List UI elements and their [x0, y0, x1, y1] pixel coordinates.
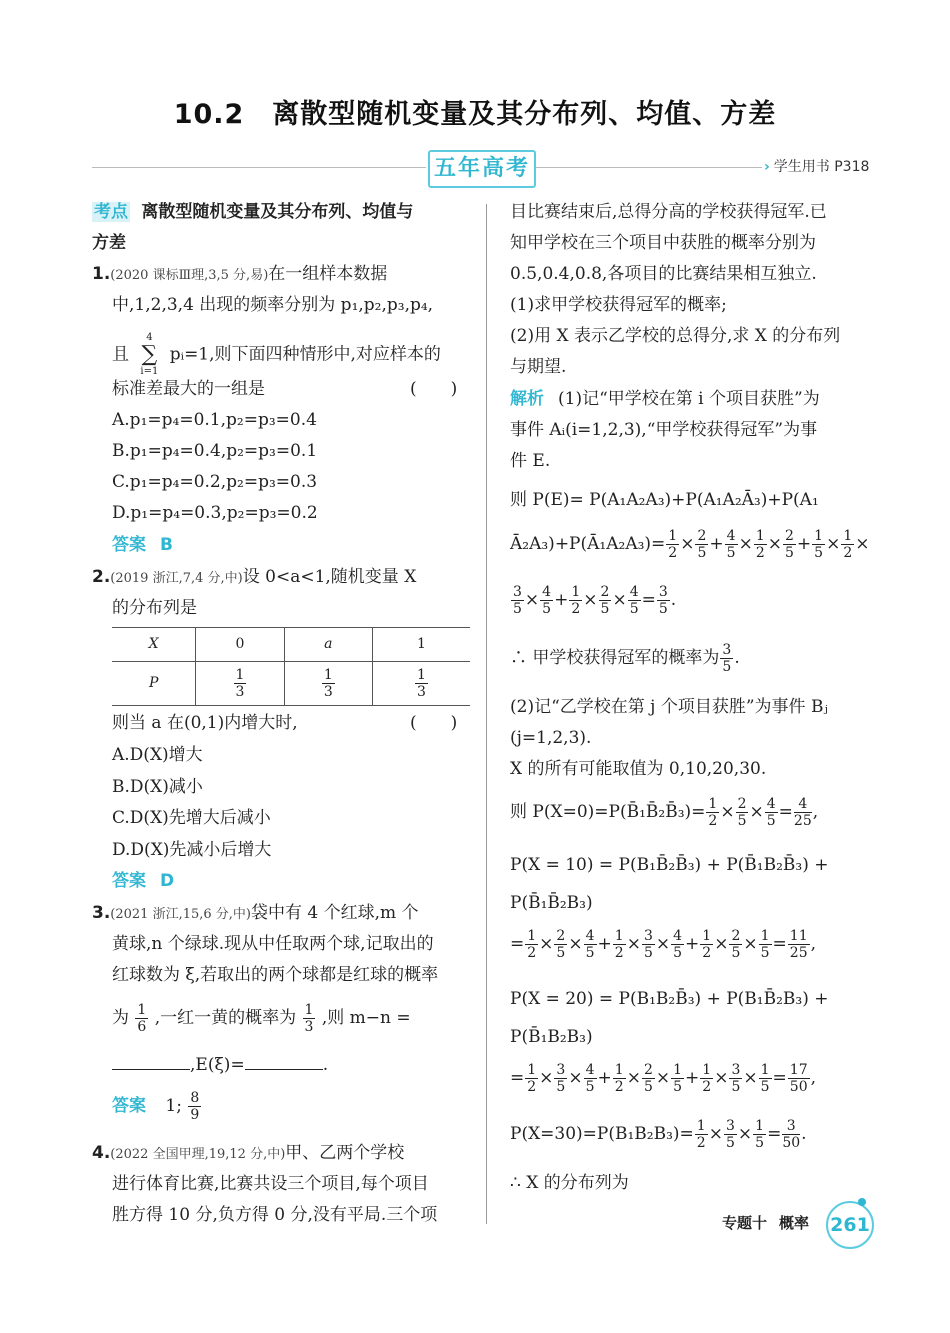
- fraction: $\frac{4}{25}$: [793, 796, 812, 829]
- fraction: $\frac{1}{2}$: [696, 1118, 706, 1151]
- fraction: $\frac{2}{5}$: [643, 1062, 653, 1095]
- page-title: 10.2 离散型随机变量及其分布列、均值、方差: [173, 99, 777, 130]
- q1-line1: 1.(2020 课标Ⅲ理,3,5 分,易)在一组样本数据: [92, 264, 388, 284]
- solution-line3: 件 E.: [510, 451, 551, 471]
- q1-option-c: C.p₁=p₄=0.2,p₂=p₃=0.3: [112, 472, 318, 492]
- solution-line9: (j=1,2,3).: [510, 728, 592, 748]
- fraction: $\frac{2}{5}$: [731, 928, 741, 961]
- solution-line18: P(X=30)=P(B₁B₂B₃)= $\frac{1}{2}$ × $\frac{3}{5}$ × $\frac{1}{5}$ = $\frac{3}{50}$ .: [510, 1118, 807, 1151]
- q1-option-b: B.p₁=p₄=0.4,p₂=p₃=0.1: [112, 441, 318, 461]
- q2-option-c: C.D(X)先增大后减小: [112, 808, 271, 828]
- distribution-table: [112, 627, 470, 706]
- fraction: $\frac{1}{5}$: [814, 528, 824, 561]
- q4-line3: 胜方得 10 分,负方得 0 分,没有平局.三个项: [112, 1205, 438, 1225]
- q1-line3: 且 4 ∑ i=1 pᵢ=1,则下面四种情形中,对应样本的: [112, 332, 441, 377]
- section-banner: 五年高考: [428, 150, 536, 188]
- fraction: $\frac{3}{5}$: [722, 642, 732, 675]
- fraction: $\frac{1}{2}$: [614, 1062, 624, 1095]
- q2-answer: 答案 D: [112, 871, 175, 891]
- page-number: 261: [826, 1201, 874, 1249]
- banner-rule-left: [92, 167, 426, 168]
- q4-part2-cont: 与期望.: [510, 357, 567, 377]
- q3-answer: 答案 1; $\frac{8}{9}$: [112, 1090, 200, 1123]
- fraction: $\frac{2}{5}$: [556, 928, 566, 961]
- fraction: $\frac{1}{3}$: [304, 1002, 314, 1035]
- solution-line10: X 的所有可能取值为 0,10,20,30.: [510, 759, 767, 779]
- fraction: $\frac{1}{5}$: [755, 1118, 765, 1151]
- solution-line6: $\frac{3}{5}$ × $\frac{4}{5}$ + $\frac{1}{2}$ × $\frac{2}{5}$ × $\frac{4}{5}$ = $\frac{3}{5}$ .: [513, 584, 677, 617]
- banner-rule-right: [534, 167, 762, 168]
- q3-line3: 红球数为 ξ,若取出的两个球都是红球的概率: [112, 965, 439, 985]
- kd-title-cont: 方差: [92, 233, 126, 253]
- solution-line13: P(B̄₁B̄₂B₃): [510, 893, 593, 913]
- q2-line1: 2.(2019 浙江,7,4 分,中)设 0<a<1,随机变量 X: [92, 567, 417, 587]
- q2-answer-blank: ( ): [410, 713, 458, 733]
- q4-line5: 知甲学校在三个项目中获胜的概率分别为: [510, 233, 816, 253]
- q2-option-a: A.D(X)增大: [112, 745, 203, 765]
- q2-line2: 的分布列是: [112, 598, 197, 618]
- solution-line11: 则 P(X=0)=P(B̄₁B̄₂B̄₃)= $\frac{1}{2}$ × $\frac{2}{5}$ × $\frac{4}{5}$ = $\frac{4}{25}$ ,: [510, 796, 819, 829]
- fraction: $\frac{4}{5}$: [585, 1062, 595, 1095]
- q3-line2: 黄球,n 个绿球.现从中任取两个球,记取出的: [112, 934, 434, 954]
- solution-line4: 则 P(E)= P(A₁A₂A₃)+P(A₁A₂Ā₃)+P(A₁: [510, 490, 819, 510]
- solution-line5: Ā₂A₃)+P(Ā₁A₂A₃)= $\frac{1}{2}$ × $\frac{2}{5}$ + $\frac{4}{5}$ × $\frac{1}{2}$ × $\frac{2}{5}$ + $\frac{1}{5}$ × $\frac{1}{2}$ ×: [510, 528, 870, 561]
- student-book-ref: › 学生用书 P318: [764, 159, 870, 175]
- q2-option-b: B.D(X)减小: [112, 777, 203, 797]
- fraction: $\frac{2}{5}$: [784, 528, 794, 561]
- fraction: $\frac{3}{50}$: [782, 1118, 801, 1151]
- solution-line14: = $\frac{1}{2}$ × $\frac{2}{5}$ × $\frac{4}{5}$ + $\frac{1}{2}$ × $\frac{3}{5}$ × $\frac{4}{5}$ + $\frac{1}{2}$ × $\frac{2}{5}$ × $\frac{1}{5}$ = $\frac{11}{25}$ ,: [510, 928, 817, 961]
- fraction: $\frac{1}{2}$: [527, 928, 537, 961]
- solution-line16: P(B̄₁B₂B₃): [510, 1027, 593, 1047]
- fraction: $\frac{4}{5}$: [673, 928, 683, 961]
- fraction: $\frac{1}{2}$: [708, 796, 718, 829]
- solution-line7: ∴ 甲学校获得冠军的概率为 $\frac{3}{5}$ .: [510, 642, 740, 675]
- table-row: P $\frac{1}{3}$ $\frac{1}{3}$ $\frac{1}{3}$: [112, 662, 470, 706]
- fraction: $\frac{3}{5}$: [556, 1062, 566, 1095]
- fraction: $\frac{3}{5}$: [643, 928, 653, 961]
- solution-line17: = $\frac{1}{2}$ × $\frac{3}{5}$ × $\frac{4}{5}$ + $\frac{1}{2}$ × $\frac{2}{5}$ × $\frac{1}{5}$ + $\frac{1}{2}$ × $\frac{3}{5}$ × $\frac{1}{5}$ = $\frac{17}{50}$ ,: [510, 1062, 817, 1095]
- fraction: $\frac{1}{2}$: [702, 928, 712, 961]
- fraction: $\frac{1}{2}$: [527, 1062, 537, 1095]
- column-divider: [486, 204, 487, 1224]
- fraction: $\frac{1}{2}$: [755, 528, 765, 561]
- q4-line4: 目比赛结束后,总得分高的学校获得冠军.已: [510, 202, 827, 222]
- fraction: $\frac{3}{5}$: [658, 584, 668, 617]
- q1-line2: 中,1,2,3,4 出现的频率分别为 p₁,p₂,p₃,p₄,: [112, 295, 434, 315]
- fraction: $\frac{1}{6}$: [137, 1002, 147, 1035]
- fraction: $\frac{4}{5}$: [766, 796, 776, 829]
- fraction: $\frac{2}{5}$: [600, 584, 610, 617]
- q4-line1: 4.(2022 全国甲理,19,12 分,中)甲、乙两个学校: [92, 1143, 405, 1163]
- q1-line4: 标准差最大的一组是: [112, 379, 265, 399]
- fraction: $\frac{4}{5}$: [629, 584, 639, 617]
- solution-line12: P(X = 10) = P(B₁B̄₂B̄₃) + P(B̄₁B₂B̄₃) +: [510, 855, 829, 875]
- fraction: $\frac{1}{2}$: [702, 1062, 712, 1095]
- solution-line2: 事件 Aᵢ(i=1,2,3),“甲学校获得冠军”为事: [510, 420, 818, 440]
- fill-blank: [245, 1053, 323, 1070]
- kd-heading: [92, 197, 413, 228]
- solution-line19: ∴ X 的分布列为: [510, 1173, 629, 1193]
- q3-line1: 3.(2021 浙江,15,6 分,中)袋中有 4 个红球,m 个: [92, 903, 419, 923]
- fraction: $\frac{1}{5}$: [760, 1062, 770, 1095]
- q1-answer-blank: ( ): [410, 379, 458, 399]
- chevron-right-icon: ›: [764, 159, 770, 175]
- kd-tag: 考点: [94, 202, 128, 222]
- page-badge-dot: [858, 1198, 866, 1206]
- q4-line2: 进行体育比赛,比赛共设三个项目,每个项目: [112, 1174, 429, 1194]
- kd-title: 离散型随机变量及其分布列、均值与: [141, 202, 414, 222]
- fraction: $\frac{1}{5}$: [760, 928, 770, 961]
- fraction: $\frac{2}{5}$: [737, 796, 747, 829]
- fraction: $\frac{4}{5}$: [585, 928, 595, 961]
- q4-line6: 0.5,0.4,0.8,各项目的比赛结果相互独立.: [510, 264, 817, 284]
- q3-line4: 为 $\frac{1}{6}$ ,一红一黄的概率为 $\frac{1}{3}$ ,则 m−n =: [112, 1002, 411, 1035]
- fraction: $\frac{1}{2}$: [843, 528, 853, 561]
- q4-part2: (2)用 X 表示乙学校的总得分,求 X 的分布列: [510, 326, 841, 346]
- q4-part1: (1)求甲学校获得冠军的概率;: [510, 295, 727, 315]
- fraction: $\frac{8}{9}$: [190, 1090, 200, 1123]
- fraction: $\frac{1}{5}$: [673, 1062, 683, 1095]
- footer-topic: 专题十 概率: [722, 1214, 810, 1232]
- fraction: $\frac{11}{25}$: [789, 928, 808, 961]
- q3-line5: ,E(ξ)= .: [112, 1050, 328, 1081]
- q2-option-d: D.D(X)先减小后增大: [112, 840, 272, 860]
- fraction: $\frac{3}{5}$: [731, 1062, 741, 1095]
- fraction: $\frac{3}{5}$: [513, 584, 522, 617]
- table-row: X 0 a 1: [112, 628, 470, 662]
- summation: 4 ∑ i=1: [140, 332, 159, 377]
- fraction: $\frac{1}{2}$: [614, 928, 624, 961]
- fraction: $\frac{1}{2}$: [571, 584, 581, 617]
- q2-line3: 则当 a 在(0,1)内增大时,: [112, 713, 298, 733]
- solution-line8: (2)记“乙学校在第 j 个项目获胜”为事件 Bⱼ: [510, 697, 828, 717]
- fraction: $\frac{3}{5}$: [725, 1118, 735, 1151]
- fraction: $\frac{4}{5}$: [726, 528, 736, 561]
- q1-answer: 答案 B: [112, 535, 173, 555]
- q1-option-a: A.p₁=p₄=0.1,p₂=p₃=0.4: [112, 410, 317, 430]
- fraction: $\frac{4}{5}$: [542, 584, 552, 617]
- fraction: $\frac{2}{5}$: [697, 528, 707, 561]
- fraction: $\frac{1}{2}$: [668, 528, 678, 561]
- fraction: $\frac{17}{50}$: [789, 1062, 808, 1095]
- fill-blank: [112, 1053, 190, 1070]
- solution-line1: 解析 (1)记“甲学校在第 i 个项目获胜”为: [510, 389, 820, 409]
- solution-line15: P(X = 20) = P(B₁B₂B̄₃) + P(B₁B̄₂B₃) +: [510, 989, 829, 1009]
- q1-option-d: D.p₁=p₄=0.3,p₂=p₃=0.2: [112, 503, 318, 523]
